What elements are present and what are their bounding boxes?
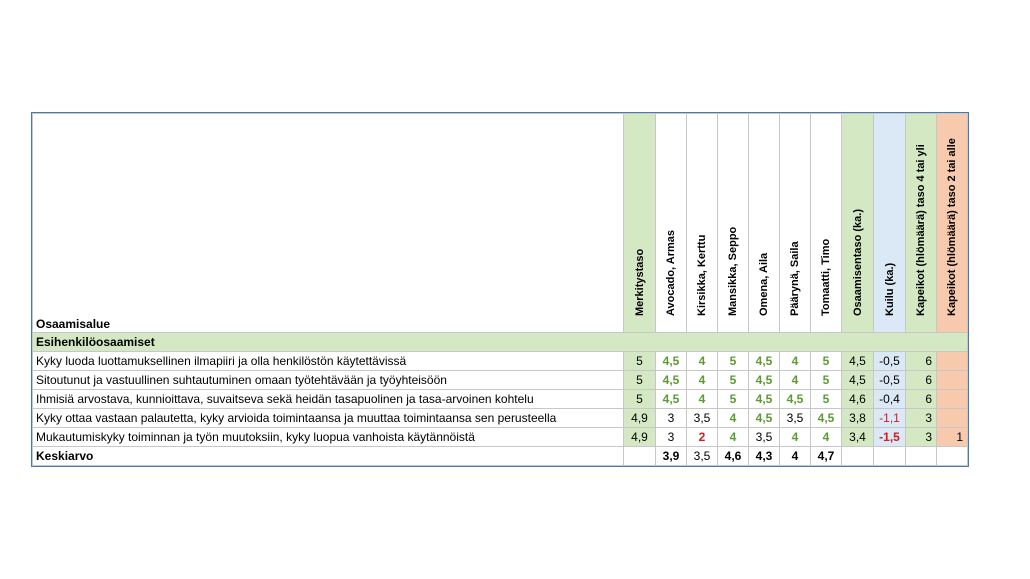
value-cell: 5	[718, 352, 749, 371]
value-cell: 4,5	[656, 390, 687, 409]
value-cell: 3,8	[842, 409, 874, 428]
value-cell: 5	[718, 371, 749, 390]
average-row	[33, 447, 968, 466]
value-cell: 3	[906, 409, 937, 428]
value-cell: -1,5	[874, 428, 906, 447]
value-cell: 4	[718, 409, 749, 428]
value-cell: 3,5	[687, 409, 718, 428]
value-cell: 4,5	[656, 371, 687, 390]
value-cell	[874, 447, 906, 466]
value-cell: 4	[780, 447, 811, 466]
value-cell: 6	[906, 352, 937, 371]
header-kapeikot-high: Kapeikot (hlömäärä) taso 4 tai yli	[906, 114, 937, 333]
value-cell: 4	[687, 352, 718, 371]
value-cell: 4	[780, 428, 811, 447]
table-row	[33, 409, 968, 428]
section-title: Esihenkilöosaamiset	[33, 333, 968, 352]
value-cell: 5	[811, 390, 842, 409]
value-cell: 3,9	[656, 447, 687, 466]
header-person-3: Mansikka, Seppo	[718, 114, 749, 333]
value-cell: 3,5	[749, 428, 780, 447]
value-cell: -0,4	[874, 390, 906, 409]
value-cell: 4	[718, 428, 749, 447]
value-cell	[906, 447, 937, 466]
value-cell: 5	[811, 352, 842, 371]
value-cell: -1,1	[874, 409, 906, 428]
header-person-1: Avocado, Armas	[656, 114, 687, 333]
value-cell	[937, 390, 968, 409]
value-cell: 4,3	[749, 447, 780, 466]
value-cell: -0,5	[874, 352, 906, 371]
value-cell: 5	[718, 390, 749, 409]
header-person-6: Tomaatti, Timo	[811, 114, 842, 333]
row-label: Sitoutunut ja vastuullinen suhtautuminen omaan työtehtävään ja työyhteisöön	[33, 371, 624, 390]
value-cell: 4,9	[624, 428, 656, 447]
value-cell: 4,5	[842, 352, 874, 371]
value-cell: 4	[780, 352, 811, 371]
value-cell: 4	[780, 371, 811, 390]
table-row	[33, 390, 968, 409]
value-cell	[937, 371, 968, 390]
row-label: Mukautumiskyky toiminnan ja työn muutoksiin, kyky luopua vanhoista käytännöistä	[33, 428, 624, 447]
value-cell	[624, 447, 656, 466]
header-person-5: Päärynä, Saila	[780, 114, 811, 333]
value-cell	[842, 447, 874, 466]
header-merkitystaso: Merkitystaso	[624, 114, 656, 333]
value-cell: 3	[906, 428, 937, 447]
value-cell: 5	[624, 371, 656, 390]
value-cell	[937, 409, 968, 428]
value-cell: 4,5	[749, 371, 780, 390]
value-cell: 4,7	[811, 447, 842, 466]
value-cell: 1	[937, 428, 968, 447]
value-cell: 4,6	[718, 447, 749, 466]
table-row	[33, 428, 968, 447]
value-cell: 3	[656, 409, 687, 428]
table-row	[33, 371, 968, 390]
value-cell: 4,5	[811, 409, 842, 428]
value-cell	[937, 352, 968, 371]
value-cell: 3,5	[780, 409, 811, 428]
value-cell: 3,5	[687, 447, 718, 466]
header-person-4: Omena, Aila	[749, 114, 780, 333]
row-label: Ihmisiä arvostava, kunnioittava, suvaitseva sekä heidän tasapuolinen ja tasa-arvoinen kohtelu	[33, 390, 624, 409]
table-row	[33, 352, 968, 371]
competency-table	[31, 112, 969, 467]
value-cell: 2	[687, 428, 718, 447]
value-cell: 4,6	[842, 390, 874, 409]
section-row	[33, 333, 968, 352]
row-label: Kyky luoda luottamuksellinen ilmapiiri ja olla henkilöstön käytettävissä	[33, 352, 624, 371]
value-cell	[937, 447, 968, 466]
header-osaamisentaso: Osaamisentaso (ka.)	[842, 114, 874, 333]
header-kapeikot-low: Kapeikot (hlömäärä) taso 2 tai alle	[937, 114, 968, 333]
value-cell: 3	[656, 428, 687, 447]
value-cell: 5	[811, 371, 842, 390]
value-cell: 4,5	[749, 409, 780, 428]
row-label: Keskiarvo	[33, 447, 624, 466]
value-cell: -0,5	[874, 371, 906, 390]
row-label: Kyky ottaa vastaan palautetta, kyky arvioida toimintaansa ja muuttaa toimintaansa sen perusteella	[33, 409, 624, 428]
value-cell: 4,5	[749, 390, 780, 409]
header-kuilu: Kuilu (ka.)	[874, 114, 906, 333]
value-cell: 5	[624, 352, 656, 371]
value-cell: 3,4	[842, 428, 874, 447]
value-cell: 6	[906, 371, 937, 390]
value-cell: 4	[687, 390, 718, 409]
value-cell: 4	[687, 371, 718, 390]
value-cell: 4,5	[749, 352, 780, 371]
header-person-2: Kirsikka, Kerttu	[687, 114, 718, 333]
value-cell: 4,5	[842, 371, 874, 390]
value-cell: 6	[906, 390, 937, 409]
value-cell: 4,5	[656, 352, 687, 371]
value-cell: 5	[624, 390, 656, 409]
value-cell: 4	[811, 428, 842, 447]
area-header: Osaamisalue	[33, 114, 624, 333]
value-cell: 4,5	[780, 390, 811, 409]
header-row	[33, 114, 968, 333]
value-cell: 4,9	[624, 409, 656, 428]
